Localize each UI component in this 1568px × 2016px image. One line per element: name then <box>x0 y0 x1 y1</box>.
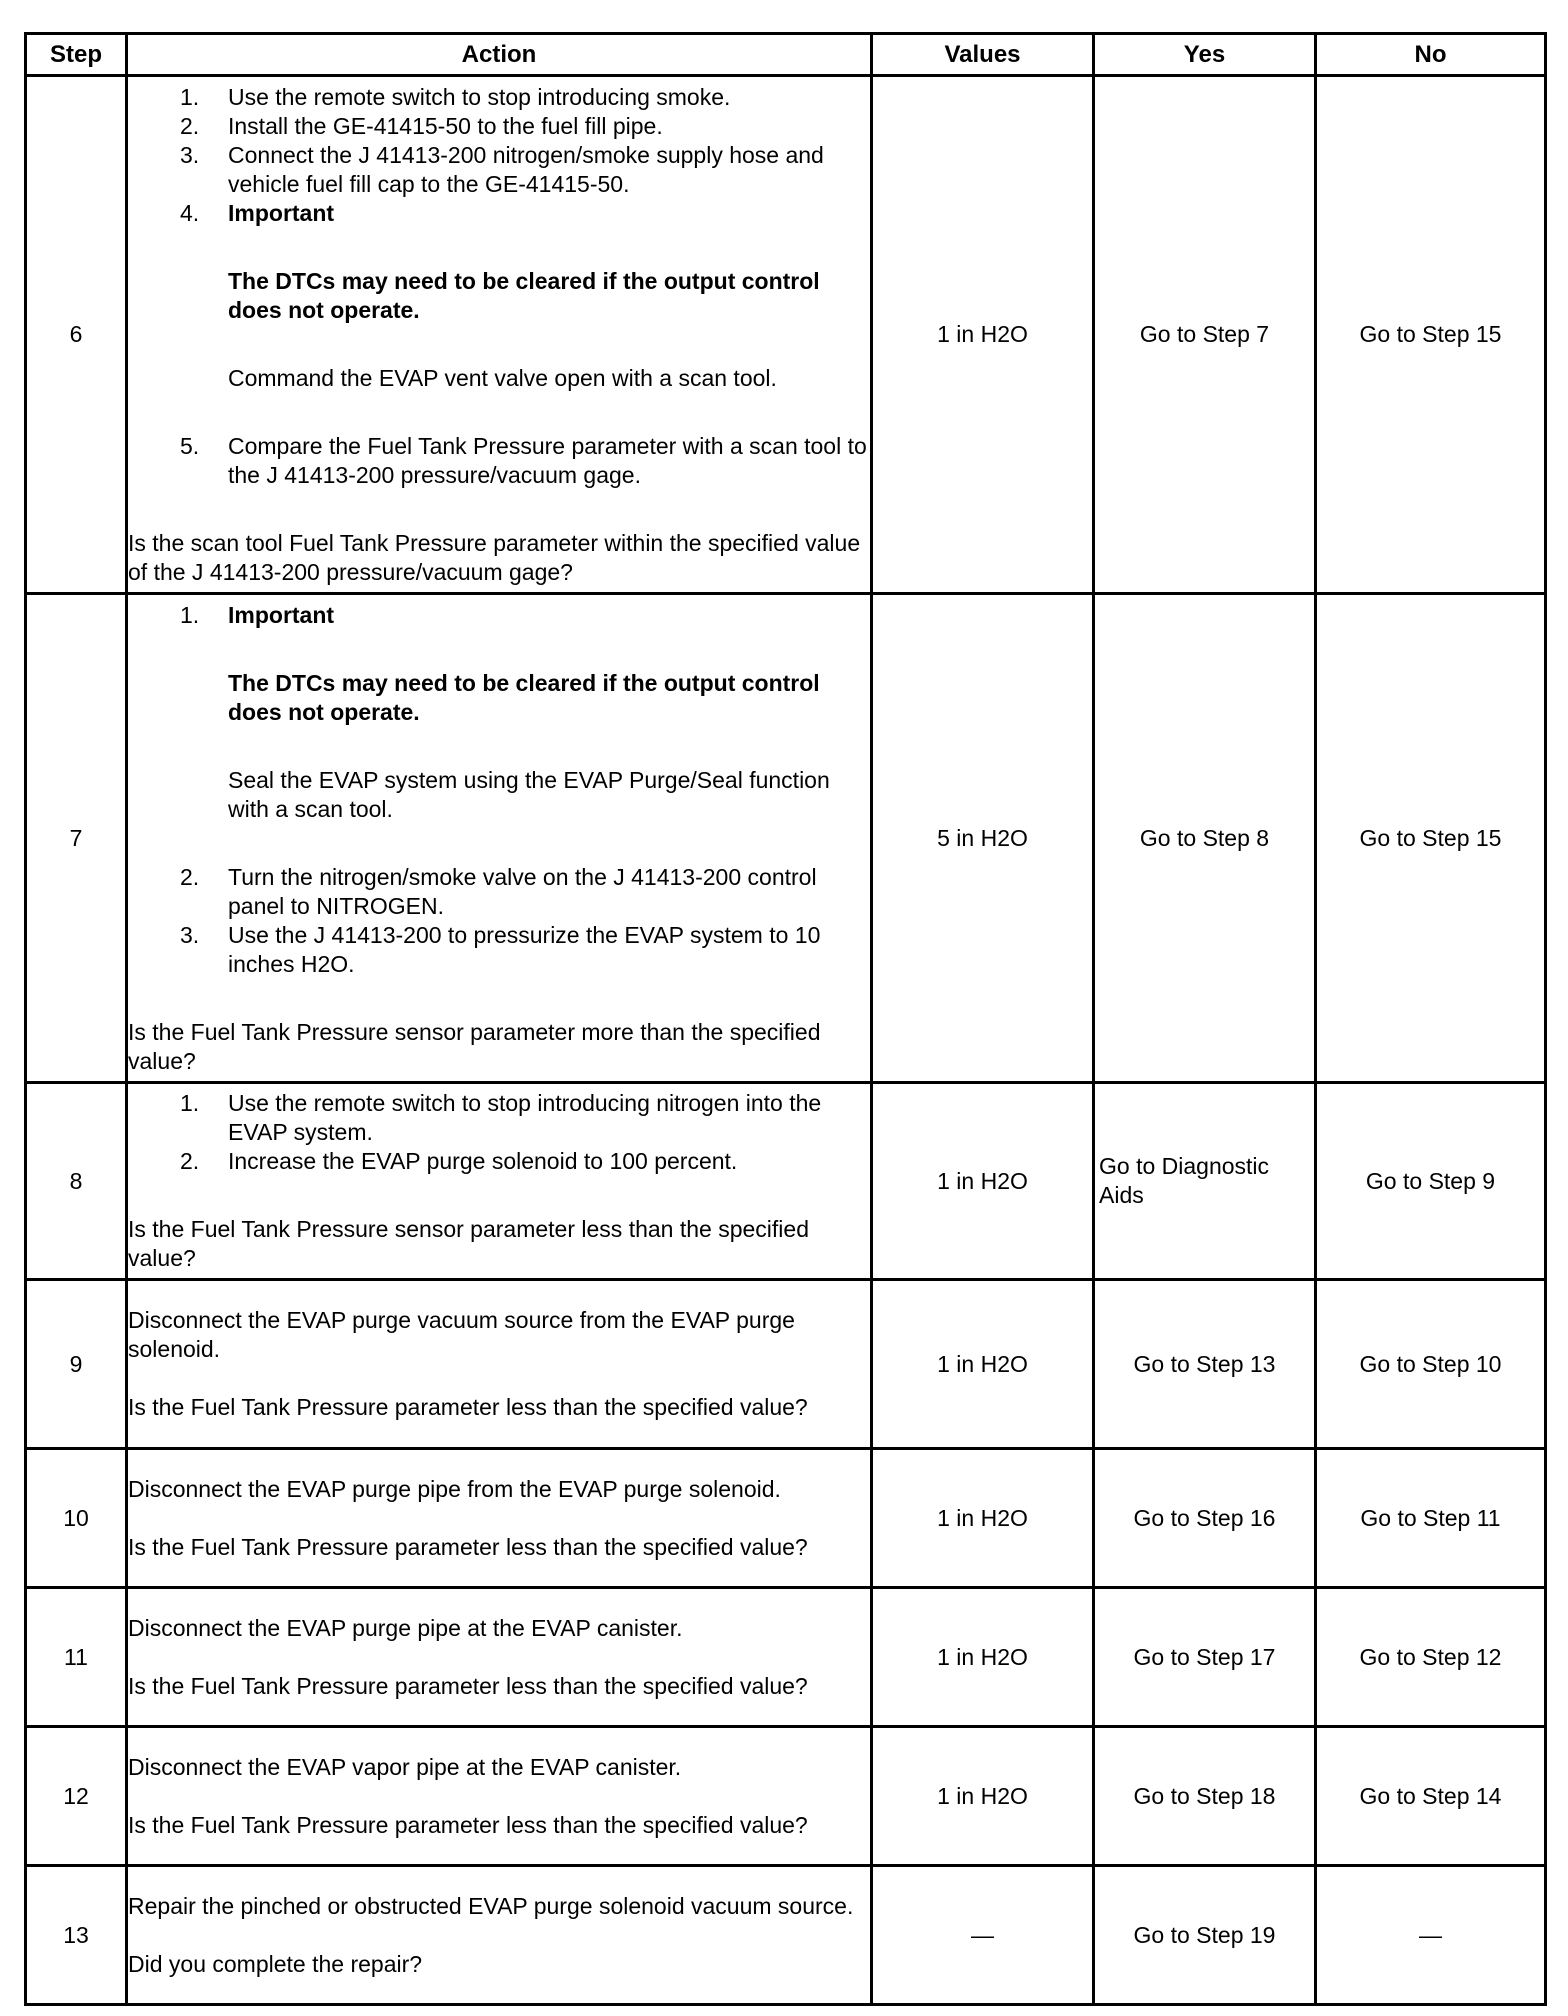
yes-cell: Go to Step 19 <box>1094 1866 1316 2005</box>
table-row-step-10 <box>26 1449 1546 1588</box>
header-row <box>26 34 1546 76</box>
yes-cell: Go to Diagnostic Aids <box>1094 1083 1316 1280</box>
header-action: Action <box>127 34 872 76</box>
instruction-text: Disconnect the EVAP purge vacuum source from the EVAP purge solenoid. <box>128 1307 795 1362</box>
yes-cell: Go to Step 17 <box>1094 1588 1316 1727</box>
yes-cell: Go to Step 18 <box>1094 1727 1316 1866</box>
action-cell <box>127 76 872 594</box>
header-step: Step <box>26 34 127 76</box>
instruction-text: Disconnect the EVAP purge pipe from the EVAP purge solenoid. <box>128 1475 781 1502</box>
action-cell <box>127 1083 872 1280</box>
value-cell: 1 in H2O <box>872 1588 1094 1727</box>
list-item: 1. Important <box>128 601 870 630</box>
instruction-text: Disconnect the EVAP purge pipe at the EVAP canister. <box>128 1614 683 1641</box>
table-row-step-6 <box>26 76 1546 594</box>
step-number: 8 <box>26 1083 127 1280</box>
step-number: 12 <box>26 1727 127 1866</box>
list-item: 4. Important <box>128 199 870 228</box>
table-row-step-9 <box>26 1280 1546 1449</box>
question-text: Is the Fuel Tank Pressure parameter less than the specified value? <box>128 1811 808 1838</box>
question-text: Is the Fuel Tank Pressure parameter less than the specified value? <box>128 1672 808 1699</box>
value-cell: 1 in H2O <box>872 1449 1094 1588</box>
value-cell: 1 in H2O <box>872 1280 1094 1449</box>
list-item: 2. Turn the nitrogen/smoke valve on the J 41413-200 control panel to NITROGEN. <box>180 863 817 919</box>
table-row-step-13 <box>26 1866 1546 2005</box>
no-cell: — <box>1316 1866 1546 2005</box>
value-cell: — <box>872 1866 1094 2005</box>
important-note: The DTCs may need to be cleared if the output control does not operate. <box>228 669 820 725</box>
list-item: 3. Connect the J 41413-200 nitrogen/smoke supply hose and vehicle fuel fill cap to the GE-41415-50. <box>180 141 824 197</box>
value-cell: 1 in H2O <box>872 1083 1094 1280</box>
important-note: The DTCs may need to be cleared if the output control does not operate. <box>228 267 820 323</box>
action-cell <box>127 1866 872 2005</box>
after-note: Command the EVAP vent valve open with a scan tool. <box>228 364 777 391</box>
action-cell <box>127 594 872 1083</box>
header-values: Values <box>872 34 1094 76</box>
instruction-text: Repair the pinched or obstructed EVAP purge solenoid vacuum source. <box>128 1892 854 1919</box>
action-cell <box>127 1280 872 1449</box>
header-yes: Yes <box>1094 34 1316 76</box>
list-item: 1. Use the remote switch to stop introducing smoke. <box>180 83 731 110</box>
table-row-step-11 <box>26 1588 1546 1727</box>
after-note: Seal the EVAP system using the EVAP Purge/Seal function with a scan tool. <box>228 766 830 822</box>
question-text: Is the Fuel Tank Pressure sensor parameter more than the specified value? <box>128 1018 821 1074</box>
question-text: Is the scan tool Fuel Tank Pressure parameter within the specified value of the J 41413-200 pressure/vacuum gage? <box>128 529 861 585</box>
value-cell: 1 in H2O <box>872 76 1094 594</box>
header-no: No <box>1316 34 1546 76</box>
no-cell: Go to Step 14 <box>1316 1727 1546 1866</box>
action-cell <box>127 1588 872 1727</box>
no-cell: Go to Step 11 <box>1316 1449 1546 1588</box>
instruction-text: Disconnect the EVAP vapor pipe at the EVAP canister. <box>128 1753 682 1780</box>
question-text: Is the Fuel Tank Pressure parameter less than the specified value? <box>128 1394 808 1420</box>
step-number: 11 <box>26 1588 127 1727</box>
no-cell: Go to Step 12 <box>1316 1588 1546 1727</box>
value-cell: 5 in H2O <box>872 594 1094 1083</box>
yes-cell: Go to Step 7 <box>1094 76 1316 594</box>
table-row-step-7 <box>26 594 1546 1083</box>
question-text: Is the Fuel Tank Pressure parameter less than the specified value? <box>128 1533 808 1560</box>
question-text: Did you complete the repair? <box>128 1950 423 1977</box>
action-cell <box>127 1449 872 1588</box>
list-item: 2. Install the GE-41415-50 to the fuel fill pipe. <box>180 112 663 139</box>
no-cell: Go to Step 10 <box>1316 1280 1546 1449</box>
list-item: 2. Increase the EVAP purge solenoid to 100 percent. <box>180 1148 738 1174</box>
diagnostic-table <box>24 32 1547 2006</box>
question-text: Is the Fuel Tank Pressure sensor parameter less than the specified value? <box>128 1216 809 1271</box>
yes-cell: Go to Step 8 <box>1094 594 1316 1083</box>
yes-cell: Go to Step 16 <box>1094 1449 1316 1588</box>
table-row-step-12 <box>26 1727 1546 1866</box>
step-number: 7 <box>26 594 127 1083</box>
list-item: 1. Use the remote switch to stop introducing nitrogen into the EVAP system. <box>180 1090 822 1145</box>
no-cell: Go to Step 9 <box>1316 1083 1546 1280</box>
no-cell: Go to Step 15 <box>1316 594 1546 1083</box>
no-cell: Go to Step 15 <box>1316 76 1546 594</box>
step-number: 6 <box>26 76 127 594</box>
list-item: 5. Compare the Fuel Tank Pressure parameter with a scan tool to the J 41413-200 pressure/vacuum gage. <box>180 432 867 488</box>
list-item: 3. Use the J 41413-200 to pressurize the EVAP system to 10 inches H2O. <box>180 921 821 977</box>
important-label: Important <box>228 199 335 226</box>
step-number: 13 <box>26 1866 127 2005</box>
table-row-step-8 <box>26 1083 1546 1280</box>
step-number: 9 <box>26 1280 127 1449</box>
yes-cell: Go to Step 13 <box>1094 1280 1316 1449</box>
important-label: Important <box>228 601 335 628</box>
step-number: 10 <box>26 1449 127 1588</box>
action-cell <box>127 1727 872 1866</box>
value-cell: 1 in H2O <box>872 1727 1094 1866</box>
